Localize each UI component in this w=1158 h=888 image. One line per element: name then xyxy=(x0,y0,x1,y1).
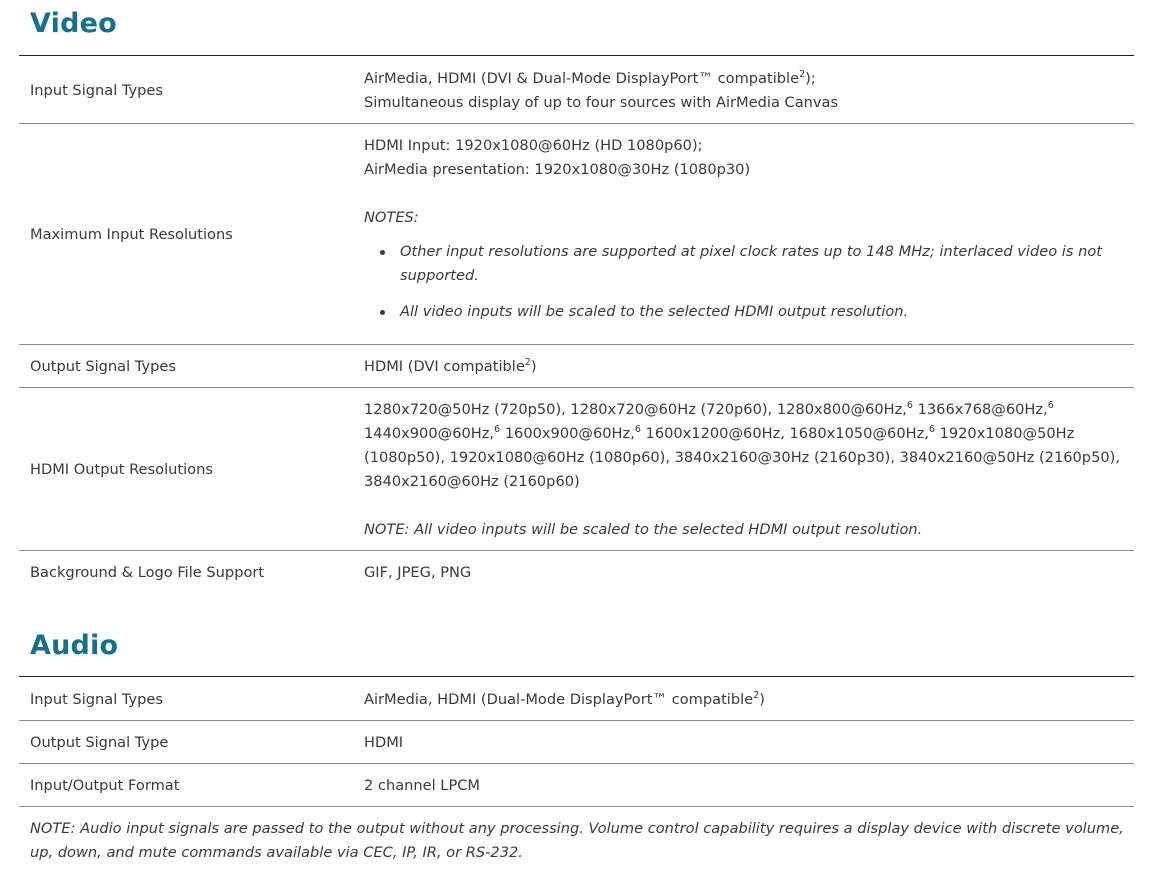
audio-io-format-label: Input/Output Format xyxy=(30,777,180,794)
notes-list xyxy=(364,240,1124,336)
row-divider xyxy=(19,344,1134,345)
audio-footnote: NOTE: Audio input signals are passed to the output without any processing. Volume control capability requires a display device with discrete volume, up, down, and mute commands available via CEC, IP, IR, or RS-232. xyxy=(30,820,1124,861)
value-text: ) xyxy=(530,358,537,375)
video-output-signal-types-label: Output Signal Types xyxy=(30,358,176,375)
audio-output-signal-type-label: Output Signal Type xyxy=(30,734,169,751)
notes-list-item: All video inputs will be scaled to the selected HDMI output resolution. xyxy=(364,300,1124,324)
audio-output-signal-type-value: HDMI xyxy=(364,734,404,751)
footnote-ref: 6 xyxy=(1047,400,1054,411)
audio-section-title: Audio xyxy=(30,630,119,661)
value-text: HDMI (DVI compatible xyxy=(364,358,525,375)
video-hdmi-output-resolutions-value xyxy=(364,398,1124,494)
video-section-title: Video xyxy=(30,8,117,39)
value-text: 1920x1080@50Hz (1080p50), 1920x1080@60Hz (1080p60), 3840x2160@30Hz (2160p30), 3840x2160@50Hz (2160p50), 3840x2160@60Hz (2160p60) xyxy=(364,425,1120,490)
value-text: AirMedia, HDMI (DVI & Dual-Mode DisplayPort™ compatible xyxy=(364,70,800,87)
value-text: Simultaneous display of up to four sources with AirMedia Canvas xyxy=(364,94,839,111)
audio-input-signal-types-value xyxy=(364,688,1124,712)
value-text: 1600x900@60Hz, xyxy=(500,425,635,442)
value-text: 1600x1200@60Hz, 1680x1050@60Hz, xyxy=(640,425,929,442)
video-output-signal-types-value xyxy=(364,355,1124,379)
video-input-signal-types-label: Input Signal Types xyxy=(30,82,164,99)
row-divider xyxy=(19,763,1134,764)
value-text: ); xyxy=(805,70,816,87)
footnote-ref: 6 xyxy=(906,400,913,411)
footnote-ref: 6 xyxy=(494,424,501,435)
audio-io-format-value: 2 channel LPCM xyxy=(364,777,481,794)
footnote-ref: 2 xyxy=(799,69,806,80)
value-text: AirMedia presentation: 1920x1080@30Hz (1080p30) xyxy=(364,161,751,178)
value-text: 1366x768@60Hz, xyxy=(912,401,1048,418)
value-text: ) xyxy=(759,691,765,708)
footnote-ref: 6 xyxy=(928,424,935,435)
row-divider xyxy=(19,806,1134,807)
footnote-ref: 6 xyxy=(634,424,641,435)
row-divider xyxy=(19,550,1134,551)
row-divider xyxy=(19,123,1134,124)
video-max-input-resolutions-value xyxy=(364,134,1124,182)
value-text: 1280x720@50Hz (720p50), 1280x720@60Hz (720p60), 1280x800@60Hz, xyxy=(364,401,907,418)
audio-header-rule xyxy=(19,676,1134,677)
value-text: HDMI Input: 1920x1080@60Hz (HD 1080p60); xyxy=(364,137,703,154)
audio-input-signal-types-label: Input Signal Types xyxy=(30,691,164,708)
video-header-rule xyxy=(19,55,1134,56)
value-text: AirMedia, HDMI (Dual-Mode DisplayPort™ compatible xyxy=(364,691,754,708)
video-background-logo-support-label: Background & Logo File Support xyxy=(30,564,265,581)
video-hdmi-output-resolutions-label: HDMI Output Resolutions xyxy=(30,461,213,478)
row-divider xyxy=(19,387,1134,388)
notes-list-item: Other input resolutions are supported at pixel clock rates up to 148 MHz; interlaced video is not supported. xyxy=(364,240,1124,288)
notes-heading: NOTES: xyxy=(364,209,419,226)
value-text: 1440x900@60Hz, xyxy=(364,425,495,442)
video-background-logo-support-value: GIF, JPEG, PNG xyxy=(364,564,472,581)
footnote-ref: 2 xyxy=(524,357,531,368)
row-divider xyxy=(19,720,1134,721)
hdmi-output-note: NOTE: All video inputs will be scaled to the selected HDMI output resolution. xyxy=(364,521,923,538)
video-input-signal-types-value xyxy=(364,67,1124,115)
footnote-ref: 2 xyxy=(753,690,760,701)
video-max-input-resolutions-label: Maximum Input Resolutions xyxy=(30,226,233,243)
